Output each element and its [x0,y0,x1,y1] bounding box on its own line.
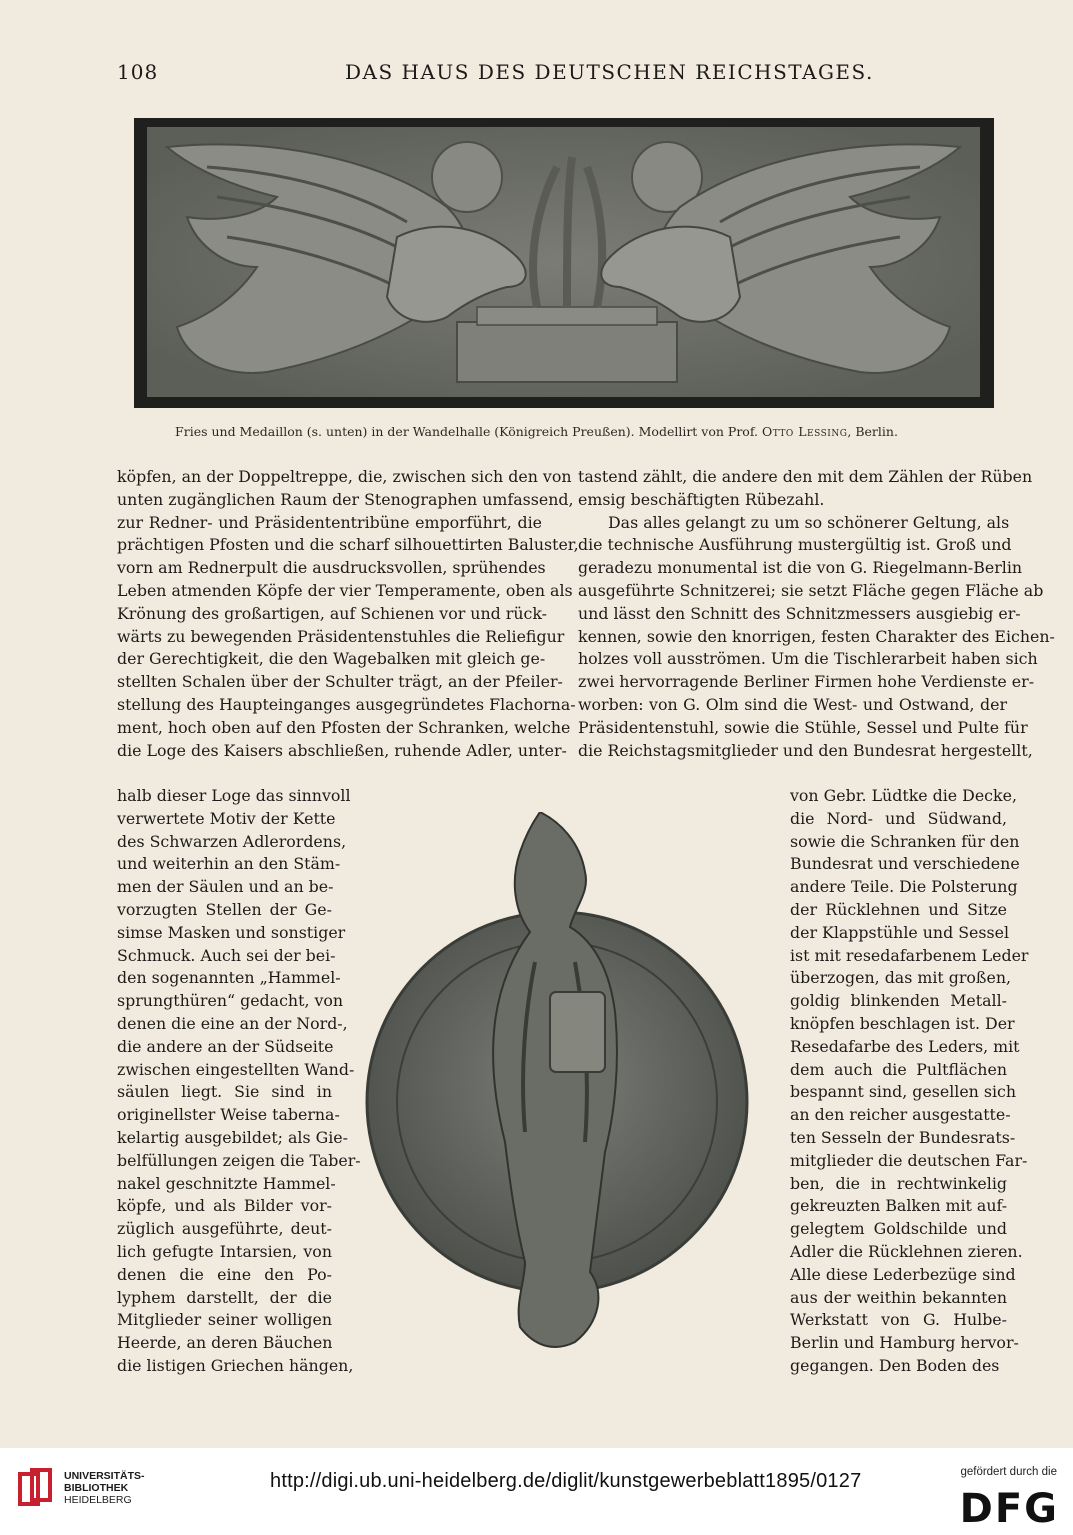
text-line: Krönung des großartigen, auf Schienen vor und rück- [117,603,547,623]
text-line: köpfe, und als Bilder vor- [117,1196,332,1216]
text-line: vorzugten Stellen der Ge- [117,899,332,919]
text-line: ist mit resedafarbenem Leder [790,945,1029,965]
page-number: 108 [117,60,159,84]
text-line: emsig beschäftigten Rübezahl. [578,489,825,509]
text-line: Das alles gelangt zu um so schönerer Geltung, als [608,512,1010,532]
text-line: knöpfen beschlagen ist. Der [790,1013,1015,1033]
text-line: geradezu monumental ist die von G. Riegelmann-Berlin [578,558,1023,578]
text-line: der Rücklehnen und Sitze [790,899,1007,919]
text-line: Werkstatt von G. Hulbe- [790,1310,1007,1330]
text-line: Heerde, an deren Bäuchen [117,1333,333,1353]
text-line: aus der weithin bekannten [790,1287,1007,1307]
text-line: unten zugänglichen Raum der Stenographen umfassend, [117,489,574,509]
library-line-3: HEIDELBERG [64,1494,132,1506]
text-line: verwertete Motiv der Kette [117,808,336,828]
running-title: DAS HAUS DES DEUTSCHEN REICHSTAGES. [345,60,874,84]
text-line: die Reichstagsmitglieder und den Bundesrat hergestellt, [578,740,1033,760]
text-line: und weiterhin an den Stäm- [117,854,341,874]
text-line: halb dieser Loge das sinnvoll [117,786,351,805]
text-line: stellten Schalen über der Schulter trägt, an der Pfeiler- [117,672,563,692]
text-line: men der Säulen und an be- [117,877,334,897]
text-line: gegangen. Den Boden des [790,1355,1000,1375]
text-line: züglich ausgeführte, deut- [117,1219,332,1239]
text-line: denen die eine an der Nord-, [117,1013,348,1033]
text-line: der Klappstühle und Sessel [790,922,1010,942]
text-line: kelartig ausgebildet; als Gie- [117,1127,348,1147]
text-line: Schmuck. Auch sei der bei- [117,945,336,965]
frieze-image [134,118,994,408]
text-line: sowie die Schranken für den [790,831,1020,851]
text-line: bespannt sind, gesellen sich [790,1082,1017,1102]
text-line: ment, hoch oben auf den Pfosten der Schranken, welche [117,717,571,737]
text-line: holzes voll ausströmen. Um die Tischlerarbeit haben sich [578,649,1038,669]
medallion-image [345,812,770,1352]
caption-text-end: , Berlin. [847,424,898,439]
library-logo-icon [18,1468,58,1510]
text-line: belfüllungen zeigen die Taber- [117,1150,361,1170]
text-line: denen die eine den Po- [117,1264,332,1284]
text-line: originellster Weise taberna- [117,1105,340,1125]
text-line: Resedafarbe des Leders, mit [790,1036,1020,1056]
text-line: Alle diese Lederbezüge sind [790,1264,1016,1284]
caption-text: Fries und Medaillon (s. unten) in der Wandelhalle (Königreich Preußen). Modellirt von Prof. [175,424,762,439]
text-line: prächtigen Pfosten und die scharf silhouettirten Baluster, [117,535,579,555]
text-line: an den reicher ausgestatte- [790,1105,1011,1125]
medallion-relief-drawing [345,812,770,1352]
text-line: kennen, sowie den knorrigen, festen Charakter des Eichen- [578,626,1055,646]
text-line: Berlin und Hamburg hervor- [790,1333,1019,1353]
text-line: stellung des Haupteinganges ausgegründetes Flachorna- [117,694,576,714]
text-line: mitglieder die deutschen Far- [790,1150,1028,1170]
text-line: worben: von G. Olm sind die West- und Ostwand, der [578,694,1007,714]
footer-bar [0,1448,1073,1535]
running-header [0,60,1073,90]
text-line: Leben atmenden Köpfe der vier Temperamente, oben als [117,580,573,600]
text-line: goldig blinkenden Metall- [790,991,1007,1011]
text-line: lich gefugte Intarsien, von [117,1241,332,1261]
text-line: gekreuzten Balken mit auf- [790,1196,1008,1216]
text-line: wärts zu bewegenden Präsidentenstuhles die Reliefigur [117,626,565,646]
text-line: die Nord- und Südwand, [790,808,1007,828]
text-line: den sogenannten „Hammel- [117,968,341,988]
text-line: die technische Ausführung mustergültig ist. Groß und [578,535,1012,555]
right-column-narrow-text [790,785,1029,1378]
text-line: die listigen Griechen hängen, [117,1355,354,1375]
text-line: zwischen eingestellten Wand- [117,1059,355,1079]
left-column-text [117,466,579,762]
text-line: simse Masken und sonstiger [117,922,346,942]
text-line: die andere an der Südseite [117,1036,334,1056]
text-line: zur Redner- und Präsidententribüne emporführt, die [117,512,542,532]
text-line: des Schwarzen Adlerordens, [117,831,347,851]
text-line: ausgeführte Schnitzerei; sie setzt Fläche gegen Fläche ab [578,580,1044,600]
text-line: Adler die Rücklehnen zieren. [790,1241,1023,1261]
text-line: gelegtem Goldschilde und [790,1219,1007,1239]
text-line: lyphem darstellt, der die [117,1287,332,1307]
text-line: dem auch die Pultflächen [790,1059,1007,1079]
text-line: Bundesrat und verschiedene [790,854,1020,874]
text-line: der Gerechtigkeit, die den Wagebalken mit gleich ge- [117,649,546,669]
text-line: und lässt den Schnitt des Schnitzmessers ausgiebig er- [578,603,1021,623]
left-column-narrow-text [117,785,361,1378]
text-line: sprungthüren“ gedacht, von [117,991,344,1011]
figure-caption [0,424,1073,439]
text-line: die Loge des Kaisers abschließen, ruhende Adler, unter- [117,740,567,760]
library-name [64,1470,145,1506]
library-line-1: UNIVERSITÄTS- [64,1470,145,1482]
text-line: andere Teile. Die Polsterung [790,877,1018,897]
right-column-text [578,466,1055,762]
text-line: Mitglieder seiner wolligen [117,1310,332,1330]
text-line: überzogen, das mit großen, [790,968,1012,988]
text-line: vorn am Rednerpult die ausdrucksvollen, sprühendes [117,558,546,578]
text-line: von Gebr. Lüdtke die Decke, [790,786,1017,805]
text-line: nakel geschnitzte Hammel- [117,1173,336,1193]
frieze-relief-drawing [147,127,980,397]
funded-by-label: gefördert durch die [960,1466,1057,1478]
text-line: tastend zählt, die andere den mit dem Zählen der Rüben [578,467,1033,486]
dfg-logo: DFG [959,1486,1059,1532]
text-line: säulen liegt. Sie sind in [117,1082,332,1102]
caption-artist: Otto Lessing [761,424,848,439]
text-line: Präsidentenstuhl, sowie die Stühle, Sessel und Pulte für [578,717,1028,737]
text-line: köpfen, an der Doppeltreppe, die, zwischen sich den von [117,467,572,486]
source-url-link[interactable]: http://digi.ub.uni-heidelberg.de/diglit/kunstgewerbeblatt1895/0127 [270,1470,862,1492]
text-line: zwei hervorragende Berliner Firmen hohe Verdienste er- [578,672,1035,692]
text-line: ten Sesseln der Bundesrats- [790,1127,1016,1147]
library-line-2: BIBLIOTHEK [64,1482,129,1494]
text-line: ben, die in rechtwinkelig [790,1173,1007,1193]
